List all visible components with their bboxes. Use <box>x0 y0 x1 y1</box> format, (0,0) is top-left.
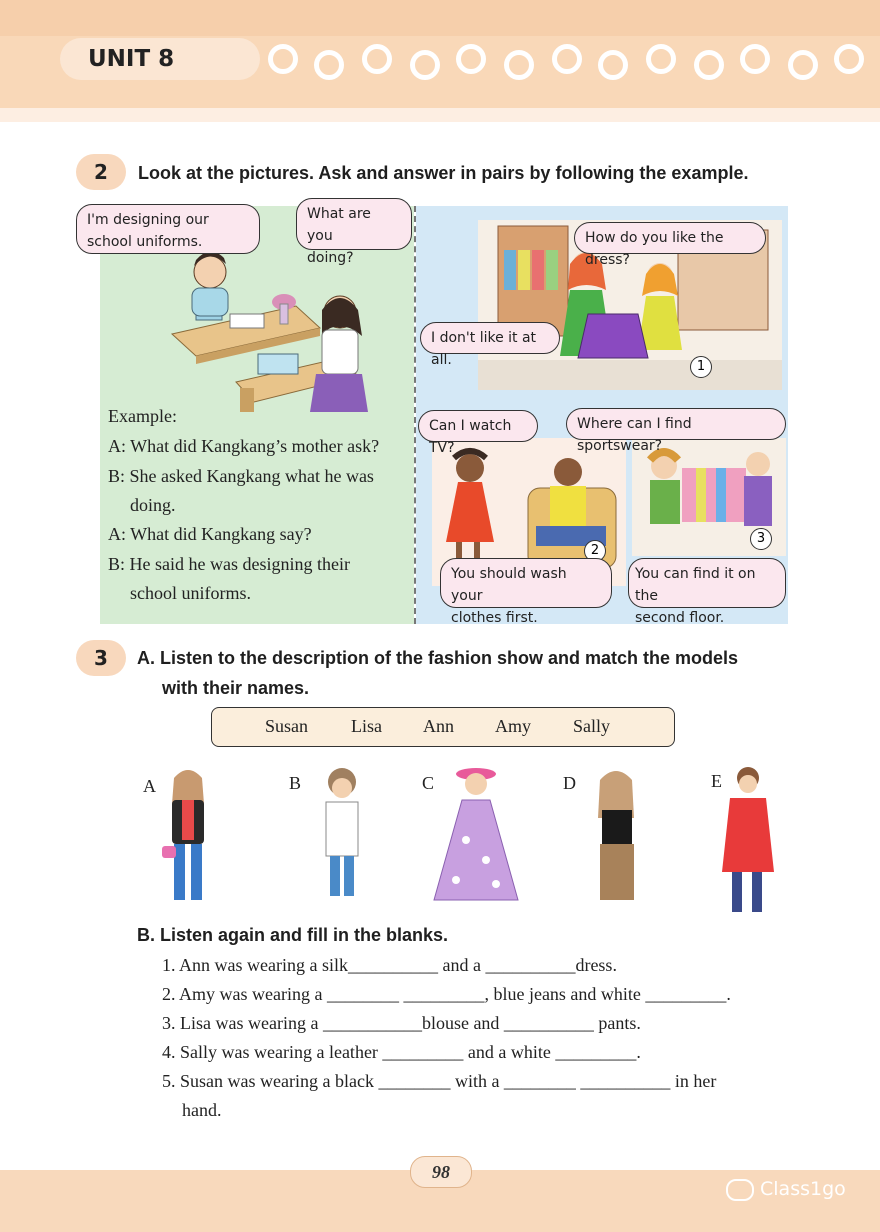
example-line-1: A: What did Kangkang’s mother ask? <box>108 436 380 456</box>
fill-item-4: 4. Sally was wearing a leather _________ and a white _________. <box>162 1042 641 1062</box>
ring-ornament <box>646 44 676 74</box>
model-letter-a: A <box>143 776 156 796</box>
header-band-top <box>0 0 880 36</box>
scene-number-1: 1 <box>690 356 712 378</box>
ring-ornament <box>410 50 440 80</box>
model-a <box>162 770 204 900</box>
fill-item-2: 2. Amy was wearing a ________ _________, blue jeans and white _________. <box>162 984 731 1004</box>
name-sally: Sally <box>573 716 611 736</box>
scene-number-3: 3 <box>750 528 772 550</box>
ring-ornament <box>314 50 344 80</box>
ring-ornament <box>694 50 724 80</box>
fill-item-1: 1. Ann was wearing a silk__________ and a __________dress. <box>162 955 617 975</box>
example-line-4: A: What did Kangkang say? <box>108 524 312 544</box>
bubble-find-sportswear: Where can I find sportswear? <box>566 408 786 440</box>
bubble-like-the-dress: How do you like the dress? <box>574 222 766 254</box>
ring-ornament <box>456 44 486 74</box>
fill-item-3: 3. Lisa was wearing a ___________blouse and __________ pants. <box>162 1013 641 1033</box>
ring-ornament <box>740 44 770 74</box>
name-amy: Amy <box>495 716 531 736</box>
ring-ornament <box>552 44 582 74</box>
ring-ornament <box>788 50 818 80</box>
example-line-5: B: He said he was designing their <box>108 554 350 574</box>
ring-ornament <box>834 44 864 74</box>
name-lisa: Lisa <box>351 716 382 736</box>
fill-item-5-cont: hand. <box>182 1100 222 1120</box>
bubble-designing-uniforms: I'm designing our school uniforms. <box>76 204 260 254</box>
part-a-line-1: A. Listen to the description of the fashion show and match the models <box>137 648 739 668</box>
section-2-instruction: Look at the pictures. Ask and answer in pairs by following the example. <box>138 163 749 183</box>
model-letter-e: E <box>711 771 722 791</box>
model-d <box>598 771 634 900</box>
ring-ornament <box>504 50 534 80</box>
part-b-title: B. Listen again and fill in the blanks. <box>137 925 449 945</box>
header-band-edge <box>0 108 880 122</box>
model-b <box>326 768 358 896</box>
watermark: Class1go <box>726 1178 846 1201</box>
scene-number-2: 2 <box>584 540 606 562</box>
section-2-badge: 2 <box>76 154 126 190</box>
example-line-6: school uniforms. <box>130 583 251 603</box>
example-label: Example: <box>108 406 177 426</box>
model-letter-c: C <box>422 773 435 793</box>
bubble-watch-tv: Can I watch TV? <box>418 410 538 442</box>
section-3-badge: 3 <box>76 640 126 676</box>
bubble-what-are-you-doing: What are you doing? <box>296 198 412 250</box>
fashion-models-illustration <box>0 760 880 920</box>
panel-divider <box>414 206 416 624</box>
model-c <box>434 768 518 900</box>
page-number: 98 <box>410 1156 472 1188</box>
ring-ornament <box>362 44 392 74</box>
name-ann: Ann <box>423 716 454 736</box>
example-line-2: B: She asked Kangkang what he was <box>108 466 374 486</box>
bubble-dont-like-it: I don't like it at all. <box>420 322 560 354</box>
chat-bubble-icon <box>726 1179 754 1201</box>
example-line-3: doing. <box>130 495 176 515</box>
unit-title: UNIT 8 <box>88 46 175 72</box>
fill-item-5: 5. Susan was wearing a black ________ with a ________ __________ in her <box>162 1071 717 1091</box>
ring-ornament <box>598 50 628 80</box>
bubble-second-floor: You can find it on the second floor. <box>628 558 786 608</box>
part-a-line-2: with their names. <box>162 678 310 698</box>
ring-ornament <box>268 44 298 74</box>
model-e <box>722 767 774 912</box>
model-letter-d: D <box>563 773 576 793</box>
model-letter-b: B <box>289 773 302 793</box>
bubble-wash-clothes: You should wash your clothes first. <box>440 558 612 608</box>
name-susan: Susan <box>265 716 309 736</box>
example-panel <box>100 206 414 624</box>
